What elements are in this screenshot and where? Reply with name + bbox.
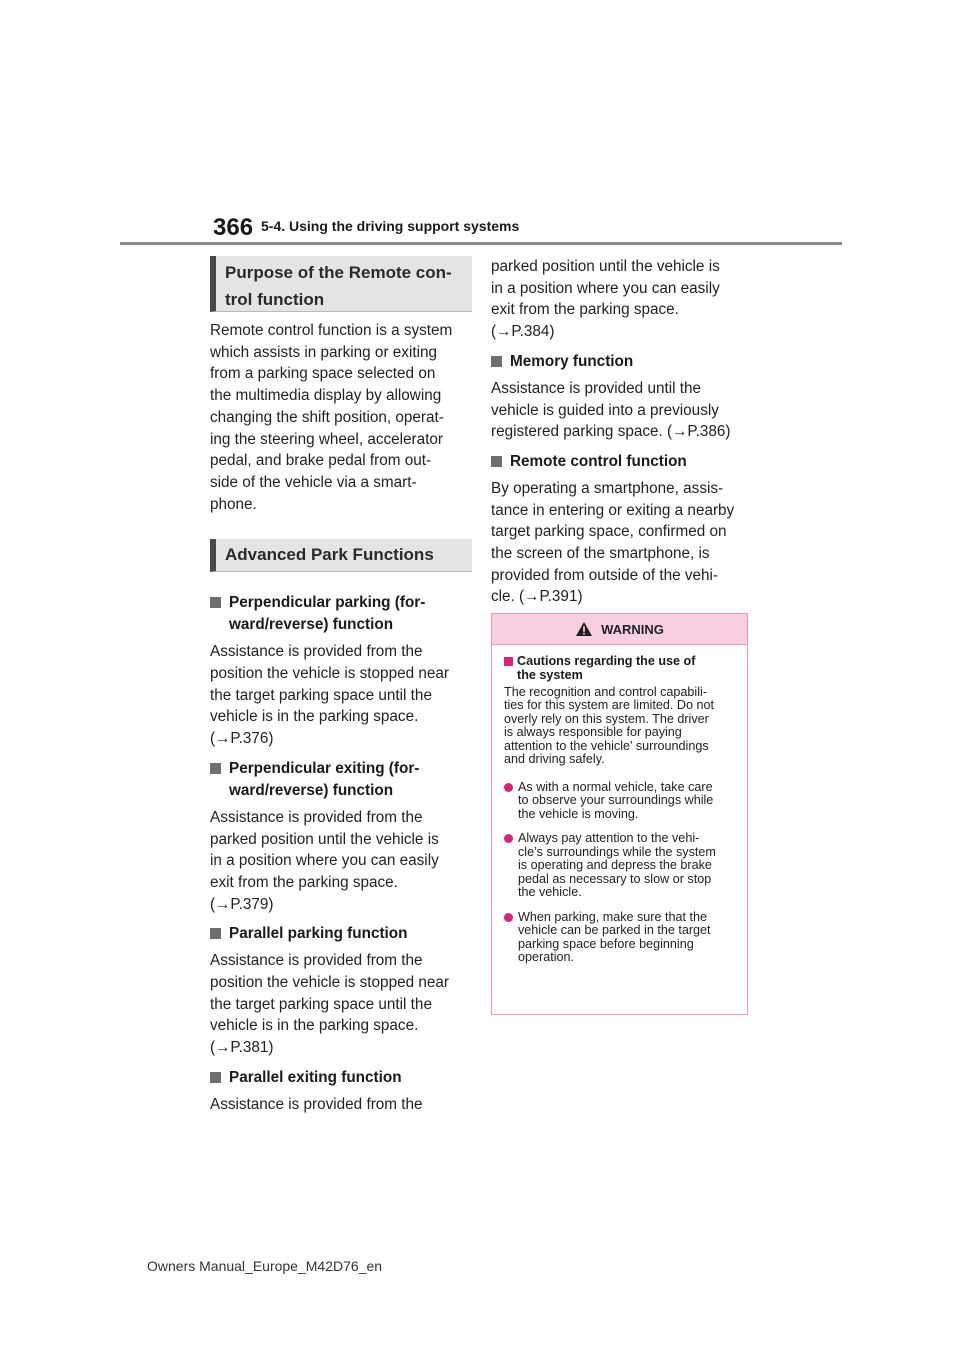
text-line: When parking, make sure that the — [518, 909, 708, 924]
text-line: Assistance is provided from the — [210, 1095, 423, 1113]
warning-triangle-icon — [575, 621, 593, 637]
function-description — [491, 378, 753, 443]
page-number: 366 — [213, 214, 254, 241]
text-line: the vehicle. — [518, 885, 582, 900]
text-line: target parking space, confirmed on — [491, 523, 727, 541]
text-line: Always pay attention to the vehi- — [518, 831, 700, 846]
heading-line: Purpose of the Remote con- — [225, 263, 452, 282]
text-line: pedal, and brake pedal from out- — [210, 452, 432, 470]
text-line: the screen of the smartphone, is — [491, 545, 710, 563]
function-subheading — [491, 351, 753, 373]
text-line: from a parking space selected on — [210, 365, 436, 383]
text-line: in a position where you can easily — [210, 852, 439, 870]
text-line: overly rely on this system. The driver — [504, 711, 709, 726]
function-description — [210, 950, 472, 1059]
text-line: ward/reverse) function — [229, 781, 394, 799]
text-line: registered parking space. (→P.386) — [491, 423, 731, 441]
function-subheading — [210, 1067, 472, 1089]
text-line: exit from the parking space. — [491, 301, 679, 319]
text-line: Memory function — [510, 352, 634, 370]
text-line: the vehicle is moving. — [518, 806, 639, 821]
text-line: parked position until the vehicle is — [210, 830, 439, 848]
function-subheading — [491, 451, 753, 473]
page-reference: (→P.376) — [210, 730, 274, 748]
text-line: cle’s surroundings while the system — [518, 844, 716, 859]
text-line: provided from outside of the vehi- — [491, 566, 719, 584]
bullet-dot-icon — [504, 913, 513, 922]
text-line: As with a normal vehicle, take care — [518, 779, 713, 794]
text-line: ties for this system are limited. Do not — [504, 698, 714, 713]
warning-body — [492, 645, 747, 965]
text-line: vehicle is in the parking space. — [210, 708, 419, 726]
heading-line: trol function — [225, 290, 325, 309]
text-line: position the vehicle is stopped near — [210, 665, 449, 683]
function-description-continued — [491, 256, 753, 343]
text-line: attention to the vehicle’ surroundings — [504, 738, 709, 753]
function-subheading — [210, 923, 472, 945]
square-bullet-icon — [210, 597, 221, 608]
text-line: side of the vehicle via a smart- — [210, 473, 417, 491]
text-line: and driving safely. — [504, 752, 605, 767]
square-bullet-icon — [491, 356, 502, 367]
purpose-paragraph — [210, 320, 472, 515]
bullet-dot-icon — [504, 783, 513, 792]
section-heading-purpose — [210, 256, 472, 312]
text-line: vehicle is guided into a previously — [491, 401, 719, 419]
text-line: the system — [517, 667, 583, 682]
text-line: in a position where you can easily — [491, 279, 720, 297]
text-line: ing the steering wheel, accelerator — [210, 430, 443, 448]
text-line: Parallel parking function — [229, 925, 408, 943]
left-column — [210, 256, 472, 1116]
warning-label: WARNING — [601, 621, 664, 637]
warning-bullet — [504, 832, 735, 900]
text-line: By operating a smartphone, assis- — [491, 479, 724, 497]
text-line: tance in entering or exiting a nearby — [491, 501, 735, 519]
text-line: Cautions regarding the use of — [517, 654, 696, 668]
warning-subheading — [504, 655, 735, 683]
middle-column — [491, 256, 753, 608]
function-description — [210, 1094, 472, 1116]
text-line: is always responsible for paying — [504, 725, 682, 740]
warning-box — [491, 613, 748, 1015]
text-line: pedal as necessary to slow or stop — [518, 871, 712, 886]
text-line: Assistance is provided from the — [210, 808, 423, 826]
text-line: The recognition and control capabili- — [504, 684, 708, 699]
warning-bullet — [504, 911, 735, 965]
text-line: exit from the parking space. — [210, 873, 398, 891]
page-reference: cle. (→P.391) — [491, 588, 583, 606]
text-line: position the vehicle is stopped near — [210, 974, 449, 992]
chapter-title: 5-4. Using the driving support systems — [261, 218, 520, 234]
text-line: Perpendicular exiting (for- — [229, 759, 420, 777]
text-line: ward/reverse) function — [229, 616, 394, 634]
text-line: vehicle can be parked in the target — [518, 923, 711, 938]
section-heading-advanced: Advanced Park Functions — [210, 539, 472, 572]
text-line: Assistance is provided from the — [210, 952, 423, 970]
function-description — [210, 807, 472, 916]
square-bullet-icon — [210, 928, 221, 939]
text-line: parking space before beginning — [518, 936, 694, 951]
text-line: Parallel exiting function — [229, 1068, 402, 1086]
text-line: the multimedia display by allowing — [210, 387, 442, 405]
function-subheading — [210, 592, 472, 636]
text-line: to observe your surroundings while — [518, 793, 714, 808]
text-line: Perpendicular parking (for- — [229, 594, 426, 612]
function-subheading — [210, 758, 472, 802]
text-line: which assists in parking or exiting — [210, 343, 438, 361]
function-description — [210, 641, 472, 750]
text-line: is operating and depress the brake — [518, 858, 712, 873]
footer-document-id: Owners Manual_Europe_M42D76_en — [147, 1258, 383, 1274]
square-bullet-icon — [504, 657, 513, 666]
text-line: Remote control function is a system — [210, 322, 453, 339]
page-reference: (→P.381) — [210, 1039, 274, 1057]
square-bullet-icon — [491, 456, 502, 467]
text-line: vehicle is in the parking space. — [210, 1017, 419, 1035]
header-rule — [120, 242, 842, 245]
page-reference: (→P.384) — [491, 323, 555, 341]
text-line: changing the shift position, operat- — [210, 408, 444, 426]
text-line: Assistance is provided until the — [491, 379, 702, 397]
warning-paragraph — [504, 686, 735, 767]
warning-bullet — [504, 781, 735, 822]
text-line: the target parking space until the — [210, 686, 432, 704]
warning-header — [492, 614, 747, 645]
page-reference: (→P.379) — [210, 895, 274, 913]
text-line: operation. — [518, 950, 575, 965]
bullet-dot-icon — [504, 834, 513, 843]
square-bullet-icon — [210, 1072, 221, 1083]
text-line: phone. — [210, 495, 257, 513]
square-bullet-icon — [210, 763, 221, 774]
text-line: Remote control function — [510, 452, 687, 470]
text-line: the target parking space until the — [210, 995, 432, 1013]
text-line: Assistance is provided from the — [210, 643, 423, 661]
text-line: parked position until the vehicle is — [491, 258, 720, 275]
function-description — [491, 478, 753, 608]
